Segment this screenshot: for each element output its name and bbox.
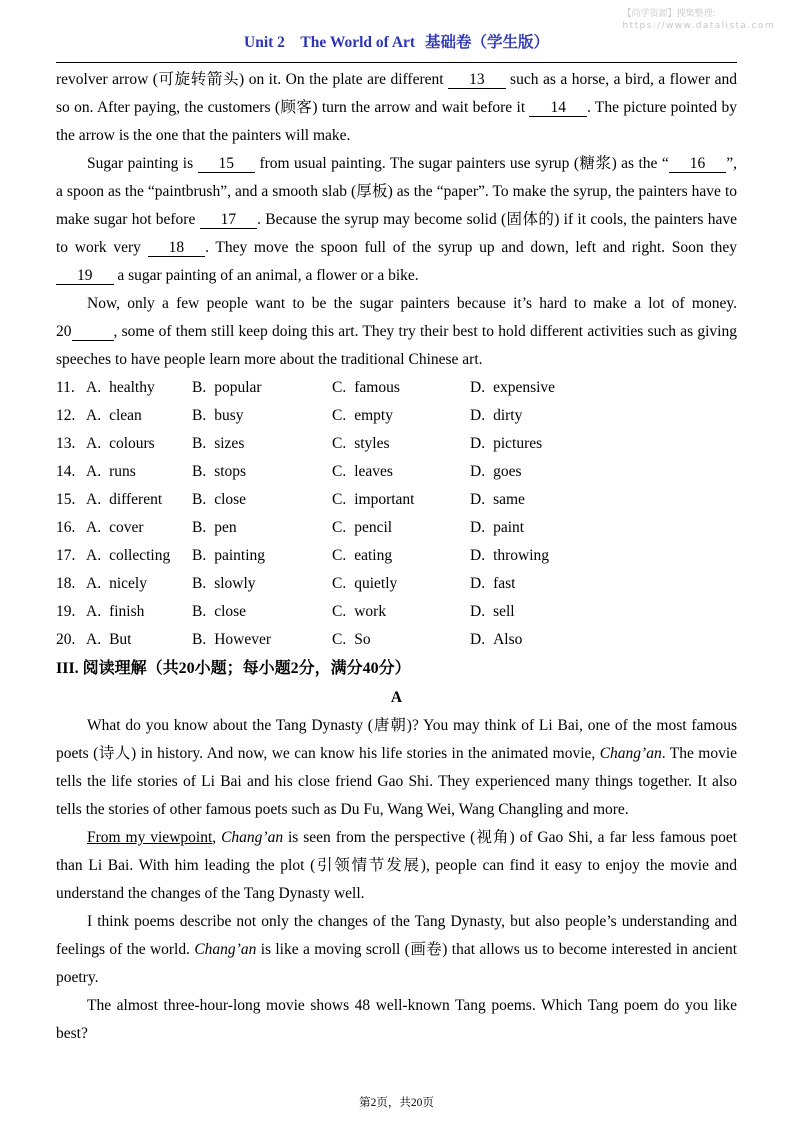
option-d <box>470 374 737 402</box>
option-text: paint <box>493 519 525 536</box>
option-text: dirty <box>493 407 523 424</box>
option-a <box>86 542 192 570</box>
mc-row <box>56 626 737 654</box>
option-text: important <box>354 491 415 508</box>
option-c <box>332 402 470 430</box>
option-text: eating <box>354 547 393 564</box>
option-c <box>332 514 470 542</box>
text-run: such as a horse, a bird, a flower and so on. After paying, the customers (顾客) turn the arrow and wait before it <box>56 71 737 116</box>
option-text: colours <box>109 435 155 452</box>
option-text: painting <box>214 547 266 564</box>
option-letter: C. <box>332 463 347 480</box>
option-letter: B. <box>192 463 207 480</box>
option-letter: A. <box>86 407 102 424</box>
page-content <box>56 66 737 1048</box>
mc-row <box>56 598 737 626</box>
option-d <box>470 570 737 598</box>
option-d <box>470 486 737 514</box>
option-letter: C. <box>332 379 347 396</box>
option-text: throwing <box>493 547 550 564</box>
option-text: close <box>214 603 247 620</box>
blank-field: 16 <box>669 155 727 173</box>
mc-row <box>56 374 737 402</box>
question-number: 14. <box>56 463 76 480</box>
option-a <box>86 486 192 514</box>
paragraph <box>56 824 737 908</box>
option-letter: A. <box>86 575 102 592</box>
watermark <box>623 8 775 32</box>
option-letter: B. <box>192 491 207 508</box>
question-number: 12. <box>56 407 76 424</box>
question-number: 19. <box>56 603 76 620</box>
option-b <box>192 430 332 458</box>
text-run: The almost three-hour-long movie shows 48 well-known Tang poems. Which Tang poem do you like best? <box>56 997 737 1042</box>
blank-field: 18 <box>148 239 206 257</box>
section-heading: III. 阅读理解（共20小题；每小题2分，满分40分） <box>56 660 411 677</box>
paragraph <box>56 908 737 992</box>
text-run: a sugar painting of an animal, a flower or a bike. <box>113 267 419 284</box>
text-run: What do you know about the Tang Dynasty (唐朝)? You may think of Li Bai, one of the most famous poets (诗人) in history. And now, we can know his life stories in the animated movie, <box>56 717 737 762</box>
mc-row <box>56 430 737 458</box>
option-d <box>470 626 737 654</box>
option-d <box>470 402 737 430</box>
option-letter: D. <box>470 631 486 648</box>
option-d <box>470 598 737 626</box>
mc-row <box>56 402 737 430</box>
option-c <box>332 486 470 514</box>
option-text: nicely <box>109 575 147 592</box>
question-number: 16. <box>56 519 76 536</box>
paragraph <box>56 150 737 290</box>
text-run: . They move the spoon full of the syrup up and down, left and right. Soon they <box>205 239 737 256</box>
text-run: ”, a spoon as the “paintbrush”, and a smooth slab (厚板) as the “paper”. To make the syrup, the painters have to make sugar hot before <box>56 155 737 228</box>
mc-row <box>56 458 737 486</box>
mc-row <box>56 514 737 542</box>
option-text: styles <box>354 435 390 452</box>
option-letter: A. <box>86 435 102 452</box>
option-letter: A. <box>86 463 102 480</box>
option-a <box>86 626 192 654</box>
option-letter: A. <box>86 379 102 396</box>
option-text: stops <box>214 463 247 480</box>
option-text: goes <box>493 463 522 480</box>
reading-passage <box>56 712 737 1048</box>
option-c <box>332 570 470 598</box>
option-text: However <box>214 631 272 648</box>
italic-text: Chang’an <box>221 829 284 846</box>
watermark-source-text: 【尚学资源】搜集整理: <box>622 9 716 19</box>
option-a <box>86 458 192 486</box>
option-b <box>192 374 332 402</box>
option-c <box>332 626 470 654</box>
text-run: is seen from the perspective (视角) of Gao Shi, a far less famous poet than Li Bai. With him leading the plot (引领情节发展), people can find it easy to enjoy the movie and understand the changes of the Tang Dynasty well. <box>56 829 738 902</box>
option-text: leaves <box>354 463 393 480</box>
text-run: , <box>212 829 222 846</box>
option-letter: C. <box>332 631 347 648</box>
header-rule <box>56 62 737 63</box>
option-letter: C. <box>332 491 347 508</box>
question-number: 11. <box>56 379 75 396</box>
text-run: from usual painting. The sugar painters use syrup (糖浆) as the “ <box>255 155 669 172</box>
option-text: fast <box>493 575 516 592</box>
option-b <box>192 402 332 430</box>
option-a <box>86 570 192 598</box>
option-text: famous <box>354 379 400 396</box>
text-run: is like a moving scroll (画卷) that allows us to become interested in ancient poetry. <box>56 941 737 986</box>
option-letter: B. <box>192 575 207 592</box>
option-text: pictures <box>493 435 543 452</box>
option-text: collecting <box>109 547 171 564</box>
blank-field: 14 <box>529 99 587 117</box>
question-number: 18. <box>56 575 76 592</box>
option-letter: B. <box>192 547 207 564</box>
option-b <box>192 626 332 654</box>
option-letter: A. <box>86 547 102 564</box>
text-run: , some of them still keep doing this art. They try their best to hold different activities such as giving speeches to have people learn more about the traditional Chinese art. <box>56 323 737 368</box>
option-letter: C. <box>332 407 347 424</box>
passage-label: A <box>390 689 403 706</box>
option-a <box>86 374 192 402</box>
option-text: expensive <box>493 379 556 396</box>
option-text: sell <box>493 603 515 620</box>
text-run: revolver arrow (可旋转箭头) on it. On the plate are different <box>56 71 449 88</box>
mc-row <box>56 570 737 598</box>
option-letter: D. <box>470 407 486 424</box>
cloze-passage <box>56 66 737 374</box>
option-b <box>192 542 332 570</box>
paragraph <box>56 992 737 1048</box>
paragraph <box>56 66 737 150</box>
option-letter: D. <box>470 491 486 508</box>
option-text: cover <box>109 519 144 536</box>
option-letter: D. <box>470 463 486 480</box>
text-run: Now, only a few people want to be the sugar painters because it’s hard to make a lot of money. <box>87 295 737 312</box>
option-b <box>192 486 332 514</box>
paragraph <box>56 712 737 824</box>
title-english: Unit 2 The World of Art <box>244 34 416 51</box>
question-number: 15. <box>56 491 76 508</box>
option-text: quietly <box>354 575 398 592</box>
option-text: healthy <box>109 379 155 396</box>
option-text: popular <box>214 379 262 396</box>
italic-text: Chang’an <box>599 745 662 762</box>
option-letter: B. <box>192 435 207 452</box>
question-number: 17. <box>56 547 76 564</box>
option-letter: B. <box>192 379 207 396</box>
option-a <box>86 598 192 626</box>
option-letter: D. <box>470 575 486 592</box>
paragraph <box>56 290 737 374</box>
option-c <box>332 458 470 486</box>
option-letter: C. <box>332 603 347 620</box>
question-number: 13. <box>56 435 76 452</box>
option-letter: D. <box>470 547 486 564</box>
italic-text: Chang’an <box>194 941 257 958</box>
option-text: sizes <box>214 435 245 452</box>
text-run: . Because the syrup may become solid (固体的) if it cools, the painters have to work very <box>56 211 737 256</box>
option-b <box>192 598 332 626</box>
page-title <box>56 30 737 52</box>
option-letter: B. <box>192 519 207 536</box>
option-letter: B. <box>192 603 207 620</box>
text-run: I think poems describe not only the changes of the Tang Dynasty, but also people’s understanding and feelings of the world. <box>56 913 737 958</box>
watermark-url-text: https://www.datalista.com <box>622 21 775 31</box>
blank-field: 17 <box>200 211 258 229</box>
option-b <box>192 514 332 542</box>
blank-field: 19 <box>56 267 114 285</box>
option-text: busy <box>214 407 244 424</box>
mc-row <box>56 542 737 570</box>
option-letter: C. <box>332 435 347 452</box>
option-text: pen <box>214 519 237 536</box>
option-letter: A. <box>86 631 102 648</box>
option-letter: B. <box>192 407 207 424</box>
text-run: 20 <box>56 323 72 340</box>
option-letter: D. <box>470 519 486 536</box>
option-c <box>332 598 470 626</box>
option-letter: D. <box>470 603 486 620</box>
option-text: But <box>109 631 132 648</box>
option-letter: C. <box>332 575 347 592</box>
option-text: So <box>354 631 371 648</box>
option-d <box>470 430 737 458</box>
option-letter: A. <box>86 603 102 620</box>
underlined-text: From my viewpoint <box>87 829 213 846</box>
option-letter: C. <box>332 519 347 536</box>
option-c <box>332 430 470 458</box>
option-a <box>86 402 192 430</box>
option-text: runs <box>109 463 136 480</box>
text-run: . The movie tells the life stories of Li Bai and his close friend Gao Shi. They experienced many things together. It also tells the stories of other famous poets such as Du Fu, Wang Wei, Wang Changling and more. <box>56 745 738 818</box>
option-b <box>192 570 332 598</box>
option-letter: C. <box>332 547 347 564</box>
option-text: different <box>109 491 163 508</box>
option-letter: A. <box>86 491 102 508</box>
option-a <box>86 430 192 458</box>
option-text: close <box>214 491 247 508</box>
mc-row <box>56 486 737 514</box>
option-text: slowly <box>214 575 256 592</box>
blank-field: 15 <box>198 155 256 173</box>
option-letter: D. <box>470 435 486 452</box>
question-number: 20. <box>56 631 76 648</box>
option-letter: A. <box>86 519 102 536</box>
option-c <box>332 542 470 570</box>
blank-field: 13 <box>448 71 506 89</box>
option-c <box>332 374 470 402</box>
text-run: Sugar painting is <box>87 155 198 172</box>
option-text: clean <box>109 407 142 424</box>
option-letter: B. <box>192 631 207 648</box>
option-a <box>86 514 192 542</box>
multiple-choice-list <box>56 374 737 654</box>
option-text: work <box>354 603 387 620</box>
option-text: Also <box>493 631 523 648</box>
option-text: same <box>493 491 525 508</box>
option-d <box>470 514 737 542</box>
option-text: finish <box>109 603 145 620</box>
option-text: empty <box>354 407 393 424</box>
page-footer: 第2页，共20页 <box>359 1097 434 1109</box>
blank-field <box>72 323 114 341</box>
option-text: pencil <box>354 519 393 536</box>
option-d <box>470 458 737 486</box>
option-b <box>192 458 332 486</box>
option-d <box>470 542 737 570</box>
option-letter: D. <box>470 379 486 396</box>
text-run: . The picture pointed by the arrow is the one that the painters will make. <box>56 99 738 144</box>
title-chinese: 基础卷（学生版） <box>424 34 549 51</box>
